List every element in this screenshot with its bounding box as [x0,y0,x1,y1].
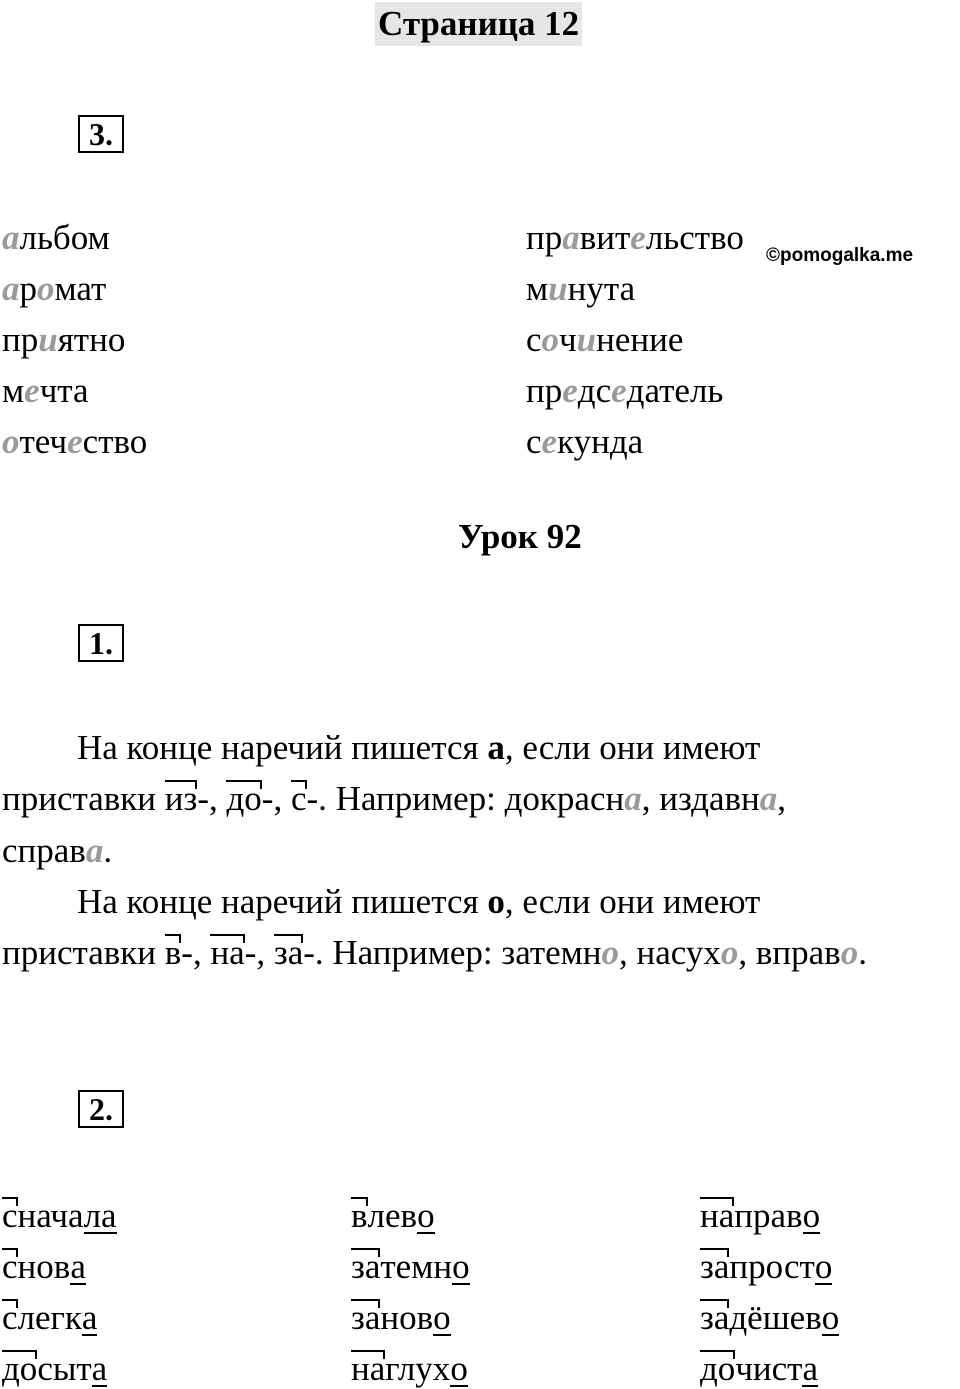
word-prefix: за [700,1247,730,1286]
word-part: вит [579,218,631,257]
word-part: льбом [19,218,110,257]
word-ending: о [433,1298,451,1337]
word-prefix: с [2,1247,18,1286]
task3-right-word [526,269,635,309]
lesson-title: Урок 92 [458,517,582,556]
text-segment: , если они имеют [504,882,761,921]
highlighted-vowel: и [38,320,58,359]
word-part: кунда [557,422,644,461]
word-ending: о [452,1247,470,1286]
highlighted-vowel: о [37,269,55,308]
highlighted-vowel: о [2,422,20,461]
text-segment: -. Например: докрасн [306,779,625,818]
word-part: нута [567,269,636,308]
word-prefix: за [700,1298,730,1337]
highlighted-vowel: е [611,371,627,410]
task2-word [2,1247,86,1287]
highlighted-ending: а [759,779,778,818]
task3-left-word [2,422,147,462]
task2-word [700,1196,820,1236]
text-segment: справ [2,831,86,870]
word-part: ч [559,320,577,359]
word-part: нение [596,320,684,359]
word-root: сыт [37,1349,92,1388]
highlighted-vowel: е [562,371,578,410]
word-part: м [2,371,25,410]
word-part: пр [526,371,563,410]
task3-right-word [526,320,683,360]
word-root: легк [17,1298,82,1337]
word-prefix: до [2,1349,38,1388]
highlighted-vowel: а [2,218,20,257]
prefix-mark: за [273,933,304,972]
highlighted-vowel: и [576,320,597,359]
highlighted-ending: а [624,779,642,818]
task1-line-5 [2,933,867,973]
text-segment: . [103,831,113,870]
task1-line-3 [2,831,112,871]
text-segment: -, [197,779,227,818]
bold-letter: а [487,728,505,767]
word-part: м [526,269,549,308]
highlighted-vowel: е [541,422,558,461]
word-part: ятно [57,320,126,359]
word-part: пр [526,218,563,257]
word-ending: о [417,1196,435,1235]
word-part: р [19,269,37,308]
word-part: ство [82,422,148,461]
text-segment: , если они имеют [504,728,761,767]
word-ending: а [70,1247,86,1286]
task3-left-word [2,269,106,309]
prefix-mark: до [226,779,262,818]
word-root: прост [729,1247,815,1286]
word-ending: о [450,1349,468,1388]
text-segment: приставки [2,779,165,818]
task3-right-word [526,422,643,462]
task3-left-word [2,320,125,360]
page-title: Страница 12 [375,2,582,46]
word-prefix: за [351,1298,381,1337]
task3-left-word [2,218,110,258]
word-prefix: с [2,1298,18,1337]
prefix-mark: с [290,779,307,818]
word-root: нача [17,1196,84,1235]
word-prefix: с [2,1196,18,1235]
highlighted-ending: а [85,831,104,870]
task2-word [2,1349,107,1389]
word-ending: а [802,1349,819,1388]
word-ending: о [802,1196,821,1235]
text-segment: , вправ [738,933,841,972]
word-prefix: до [700,1349,736,1388]
task-number-1: 1. [78,624,124,662]
word-root: лев [367,1196,418,1235]
text-segment: -, [181,933,211,972]
highlighted-vowel: е [630,218,646,257]
prefix-mark: на [210,933,245,972]
word-part: льство [645,218,744,257]
word-root: чист [735,1349,803,1388]
word-part: теч [19,422,68,461]
text-segment: . [858,933,867,972]
word-prefix: на [700,1196,735,1235]
text-segment: -, [261,779,291,818]
text-segment: -, [244,933,274,972]
highlighted-ending: о [601,933,620,972]
word-part: пр [2,320,39,359]
task-number-3: 3. [78,115,124,153]
prefix-mark: в [164,933,182,972]
task2-word [700,1298,839,1338]
word-root: нов [17,1247,71,1286]
bold-letter: о [487,882,505,921]
text-segment: , издавн [641,779,760,818]
highlighted-vowel: а [562,218,580,257]
text-segment: На конце наречий пишется [77,728,488,767]
highlighted-ending: о [720,933,739,972]
task2-word [351,1196,435,1236]
highlighted-vowel: и [548,269,568,308]
task3-right-word [526,371,723,411]
word-prefix: за [351,1247,381,1286]
task1-line-2 [2,779,786,819]
word-prefix: в [351,1196,368,1235]
word-part: чта [39,371,89,410]
word-prefix: на [351,1349,386,1388]
task2-word [351,1298,451,1338]
word-part: с [526,320,542,359]
text-segment: , насух [619,933,721,972]
task3-right-word [526,218,744,258]
task2-word [2,1298,97,1338]
task1-line-4 [77,882,760,922]
word-part: датель [626,371,724,410]
highlighted-vowel: о [541,320,560,359]
highlighted-vowel: а [2,269,20,308]
text-segment: приставки [2,933,165,972]
highlighted-ending: о [840,933,859,972]
word-root: темн [380,1247,453,1286]
highlighted-vowel: е [67,422,83,461]
word-root: нов [380,1298,434,1337]
task2-word [2,1196,117,1236]
task-number-2: 2. [78,1090,124,1128]
word-root: глух [385,1349,451,1388]
task2-word [700,1349,818,1389]
watermark: ©pomogalka.me [766,245,914,266]
text-segment: , [777,779,787,818]
word-root: дёшев [729,1298,822,1337]
text-segment: -. Например: затемн [303,933,602,972]
word-ending: о [821,1298,840,1337]
word-part: мат [54,269,107,308]
word-root: прав [734,1196,803,1235]
task2-word [351,1247,470,1287]
word-ending: а [91,1349,108,1388]
word-ending: о [814,1247,833,1286]
word-part: с [526,422,542,461]
task1-line-1 [77,728,760,768]
word-part: дс [577,371,612,410]
word-ending: ла [83,1196,117,1235]
task2-word [700,1247,832,1287]
text-segment: На конце наречий пишется [77,882,488,921]
prefix-mark: из [164,779,198,818]
highlighted-vowel: е [24,371,40,410]
task2-word [351,1349,468,1389]
task3-left-word [2,371,89,411]
word-ending: а [81,1298,98,1337]
